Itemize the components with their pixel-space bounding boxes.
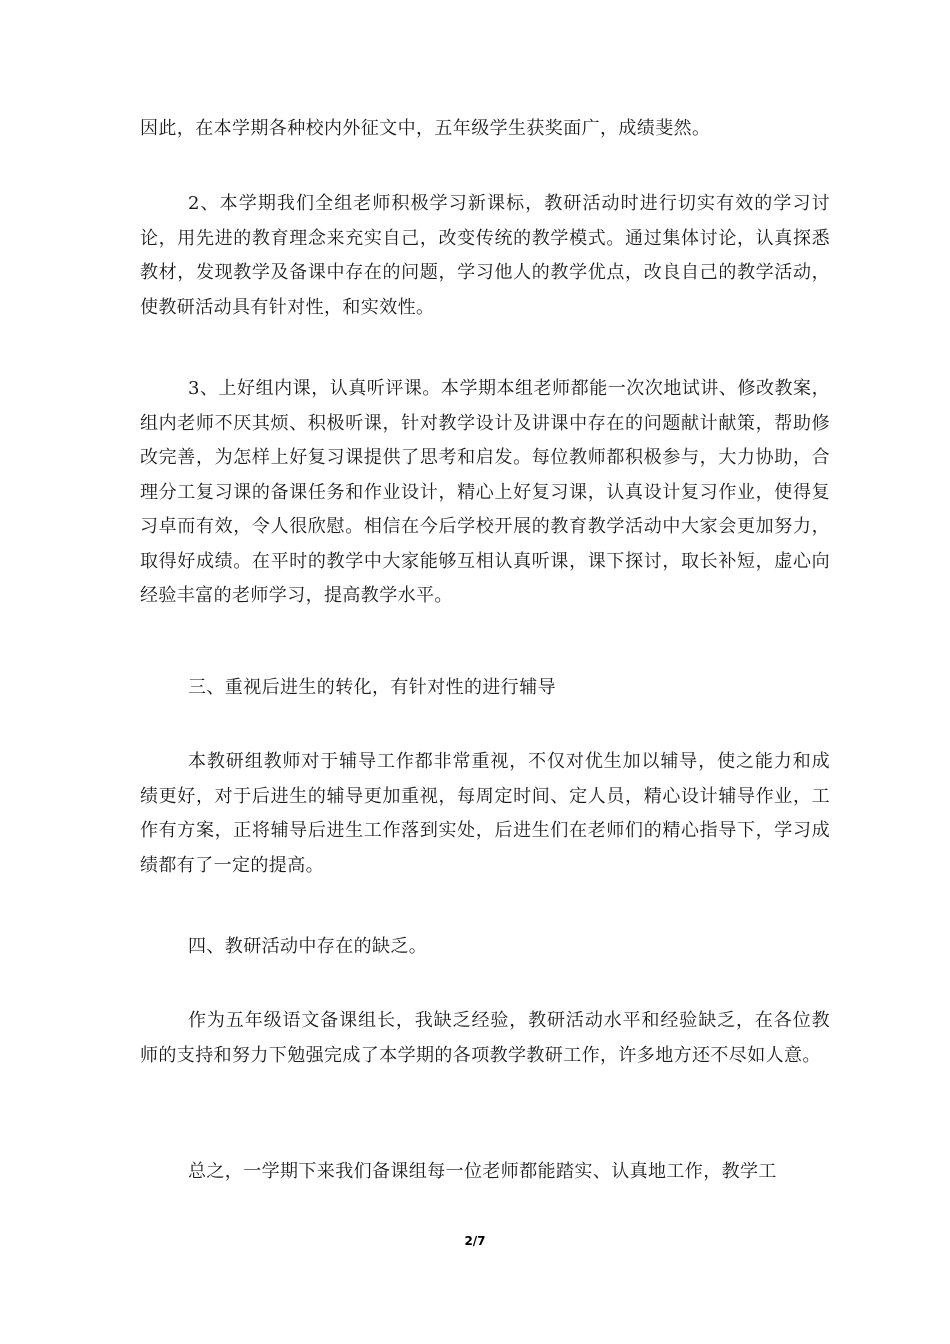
paragraph-1: 因此，在本学期各种校内外征文中，五年级学生获奖面广，成绩斐然。: [140, 118, 711, 139]
section-heading-4: 四、教研活动中存在的缺乏。: [188, 936, 428, 957]
page-number: 2/7: [464, 1234, 486, 1248]
paragraph-6: 总之，一学期下来我们备课组每一位老师都能踏实、认真地工作，教学工: [188, 1161, 777, 1182]
paragraph-2: 2、本学期我们全组老师积极学习新课标，教研活动时进行切实有效的学习讨论，用先进的教育理念来充实自己，改变传统的教学模式。通过集体讨论，认真探悉教材，发现教学及备课中存在的问题，学习他人的教学优点，改良自己的教学活动，使教研活动具有针对性，和实效性。: [140, 193, 830, 318]
section-heading-3: 三、重视后进生的转化，有针对性的进行辅导: [188, 677, 556, 698]
paragraph-4: 本教研组教师对于辅导工作都非常重视，不仅对优生加以辅导，使之能力和成绩更好，对于后进生的辅导更加重视，每周定时间、定人员，精心设计辅导作业，工作有方案，正将辅导后进生工作落到实处，后进生们在老师们的精心指导下，学习成绩都有了一定的提高。: [140, 751, 830, 876]
paragraph-3: 3、上好组内课，认真听评课。本学期本组老师都能一次次地试讲、修改教案，组内老师不厌其烦、积极听课，针对教学设计及讲课中存在的问题献计献策，帮助修改完善，为怎样上好复习课提供了思考和启发。每位教师都积极参与，大力协助，合理分工复习课的备课任务和作业设计，精心上好复习课，认真设计复习作业，使得复习卓而有效，令人很欣慰。相信在今后学校开展的教育教学活动中大家会更加努力，取得好成绩。在平时的教学中大家能够互相认真听课，课下探讨，取长补短，虚心向经验丰富的老师学习，提高教学水平。: [140, 378, 830, 606]
paragraph-5: 作为五年级语文备课组长，我缺乏经验，教研活动水平和经验缺乏，在各位教师的支持和努力下勉强完成了本学期的各项教学教研工作，许多地方还不尽如人意。: [140, 1010, 830, 1066]
